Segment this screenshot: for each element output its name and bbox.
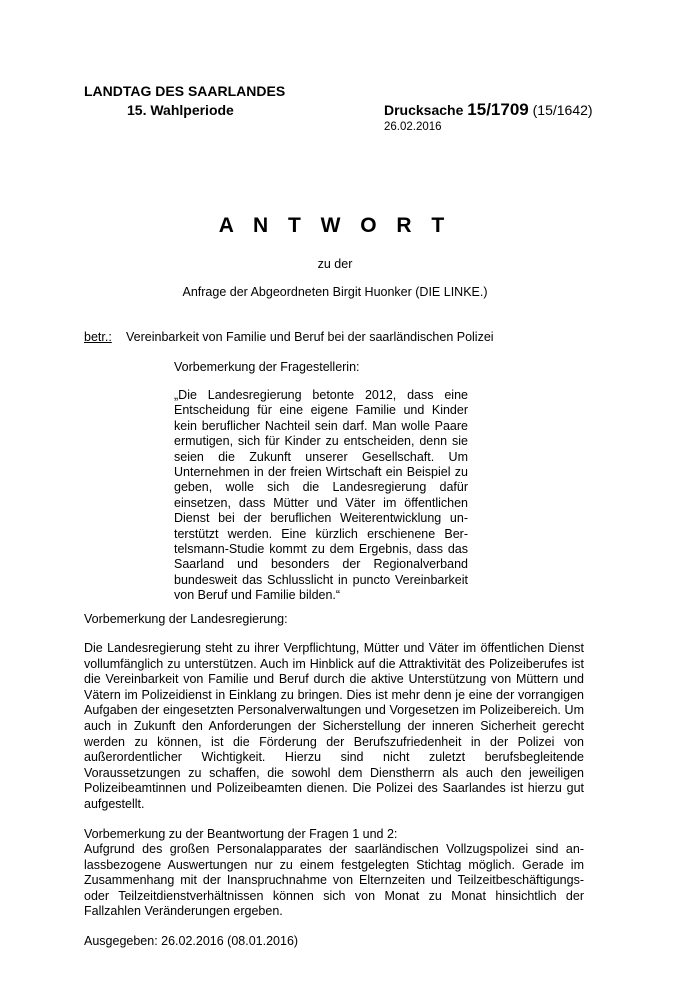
fragestellerin-quote: „Die Landesregierung betonte 2012, dass eine Entscheidung für eine eigene Familie und Kinder kein beruflicher Nachteil sein darf. Man wolle Paare ermutigen, sich für Kinder zu entscheiden, denn sie seien die Zukunft unserer Gesellschaft. Um Unternehmen in der freien Wirtschaft ein Beispiel zu geben, wolle sich die Landesregierung dafür einsetzen, dass Mütter und Väter im öffentlichen Dienst bei der beruflichen Weiterentwicklung unterstützt werden. Eine kürzlich erschienene Bertelsmann-Studie kommt zu dem Ergebnis, dass das Saarland und besonders der Regionalverband bundesweit das Schlusslicht in puncto Vereinbarkeit von Beruf und Familie bilden.“: [174, 388, 468, 603]
vorbemerkung-landesregierung-text: Die Landesregierung steht zu ihrer Verpflichtung, Mütter und Väter im öffentlichen Dienst vollumfänglich zu unterstützen. Auch im Hinblick auf die Attraktivität des Polizeiberufes ist die Vereinbarkeit von Familie und Beruf durch die aktive Unterstützung von Müttern und Vätern im Polizeidienst in Einklang zu bringen. Dies ist mehr denn je eine der vorrangigen Aufgaben der eingesetzten Personalverwaltungen und Vorgesetzen im Polizeibereich. Um auch in Zukunft den Anforderungen der Sicherstellung der inneren Sicherheit gerecht werden zu können, ist die Förderung der Berufszufriedenheit in der Polizei von außerordentlicher Wichtigkeit. Hierzu sind nicht zuletzt berufsbegleitende Voraussetzungen zu schaffen, die sowohl dem Dienstherrn als auch den jeweiligen Polizeibeamtinnen und Polizeibeamten dienen. Die Polizei des Saarlandes ist hierzu gut aufgestellt.: [84, 641, 584, 811]
drucksache-label: Drucksache: [384, 102, 464, 118]
drucksache-line: [384, 100, 593, 120]
document-title: A N T W O R T: [218, 214, 452, 237]
vorbemerkung-fragen-text: Aufgrund des großen Personalapparates der saarländischen Vollzugspolizei sind anlassbezogene Auswertungen nur zu einem festgelegten Stichtag möglich. Gerade im Zusammenhang mit der Inanspruchnahme von Elternzeiten und Teilzeitbeschäftigungs- oder Teilzeitdienstverhältnissen können sich von Monat zu Monat hinsichtlich der Fallzahlen Veränderungen ergeben.: [84, 842, 584, 919]
betr-label: betr.:: [84, 330, 112, 344]
zu-der-line: zu der: [317, 257, 353, 271]
vorbemerkung-landesregierung-heading: Vorbemerkung der Landesregierung:: [84, 612, 288, 626]
vorbemerkung-fragestellerin-heading: Vorbemerkung der Fragestellerin:: [174, 360, 360, 374]
anfrage-line: Anfrage der Abgeordneten Birgit Huonker (DIE LINKE.): [182, 285, 488, 299]
betr-subject: Vereinbarkeit von Familie und Beruf bei der saarländischen Polizei: [126, 330, 494, 344]
document-date: 26.02.2016: [384, 121, 442, 133]
drucksache-reference: (15/1642): [532, 102, 593, 118]
organization-name: LANDTAG DES SAARLANDES: [84, 83, 286, 99]
drucksache-number: 15/1709: [467, 100, 529, 119]
issued-footer: Ausgegeben: 26.02.2016 (08.01.2016): [84, 934, 299, 948]
vorbemerkung-fragen-heading: Vorbemerkung zu der Beantwortung der Fragen 1 und 2:: [84, 827, 398, 841]
legislative-period: 15. Wahlperiode: [127, 102, 234, 118]
